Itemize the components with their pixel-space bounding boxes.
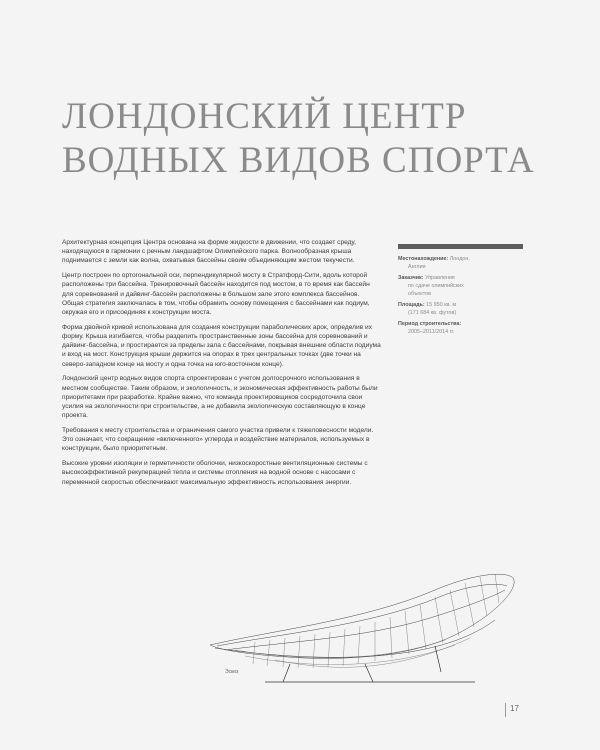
info-location	[398, 255, 523, 271]
period-value: 2005–2011/2014 гг.	[408, 329, 455, 335]
area-value: 15 950 кв. м	[426, 302, 457, 308]
client-label: Заказчик:	[398, 275, 424, 281]
paragraph: Форма двойной кривой использована для создания конструкции параболических арок, определив их форму. Крыша изгибается, чтобы разделить пространственные зоны бассейна для соревнований и дайвинг-бассейна, и простирается за пределы зала с бассейнами, покрывая внешние области подиума и вход на мост. Конструкция крыши держится на опорах в трех центральных точках (две точки на северо-западном конце на мосту и одна точка на юго-восточном конце).	[62, 323, 381, 368]
title-line-1: ЛОНДОНСКИЙ ЦЕНТР	[62, 96, 467, 137]
sketch-caption: Эскиз	[225, 669, 239, 675]
client-value-cont: объектов	[408, 291, 431, 297]
period-label: Период строительства:	[398, 321, 462, 327]
info-area	[398, 301, 523, 317]
client-value-cont: по сдаче олимпийских	[408, 283, 464, 289]
location-value-cont: Англия	[408, 264, 426, 270]
project-info-box	[398, 244, 523, 339]
paragraph: Требования к месту строительства и ограничения самого участка привели к тяжеловесности модели. Это означает, что сокращение «включенного» углерода и воздействие материалов, используемых в конструкции, было приоритетным.	[62, 427, 374, 453]
location-value: Лондон,	[449, 256, 470, 262]
paragraph: Архитектурная концепция Центра основана на форме жидкости в движении, что создает среду, находящуюся в гармонии с речным ландшафтом Олимпийского парка. Волнообразная крыша поднимается с земли как волна, охватывая бассейны своим объединяющим жестом текучести.	[62, 239, 356, 265]
roof-sketch-illustration	[195, 560, 525, 690]
page-title	[62, 95, 562, 183]
info-period	[398, 320, 523, 336]
title-line-2: ВОДНЫХ ВИДОВ СПОРТА	[62, 140, 535, 181]
page-number-divider	[505, 703, 506, 717]
body-text	[62, 238, 382, 492]
area-value-cont: (171 684 кв. футов)	[408, 310, 457, 316]
paragraph: Высокие уровни изоляции и герметичности оболочки, низкоскоростные вентиляционные системы с высокоэффективной рекуперацией тепла и системы отопления на водной основе с насосами с переменной скоростью обеспечивают максимальную эффективность использования энергии.	[62, 460, 368, 486]
location-label: Местонахождение:	[398, 256, 449, 262]
page-number: 17	[510, 704, 519, 713]
paragraph: Лондонский центр водных видов спорта спроектирован с учетом долгосрочного использования в местном сообществе. Таким образом, и экологичность, и экономическая эффективность работы были приоритетами при разработке. Крайне важно, что команда проектировщиков сосредоточила свои усилия на экологичности при строительстве, а не добавила экологическую составляющую в конце проекта.	[62, 375, 378, 420]
client-value: Управление	[425, 275, 456, 281]
paragraph: Центр построен по ортогональной оси, перпендикулярной мосту в Стратфорд-Сити, вдоль которой расположены три бассейна. Тренировочный бассейн находится под мостом, в то время как бассейн для соревнований и дайвинг-бассейн расположены в большом зале этого комплекса бассейнов. Общая стратегия заключалась в том, чтобы обрамить основу помещения с бассейнами как подиум, окружая его и присоединяя к конструкции моста.	[62, 272, 370, 317]
info-client	[398, 274, 523, 298]
area-label: Площадь:	[398, 302, 425, 308]
